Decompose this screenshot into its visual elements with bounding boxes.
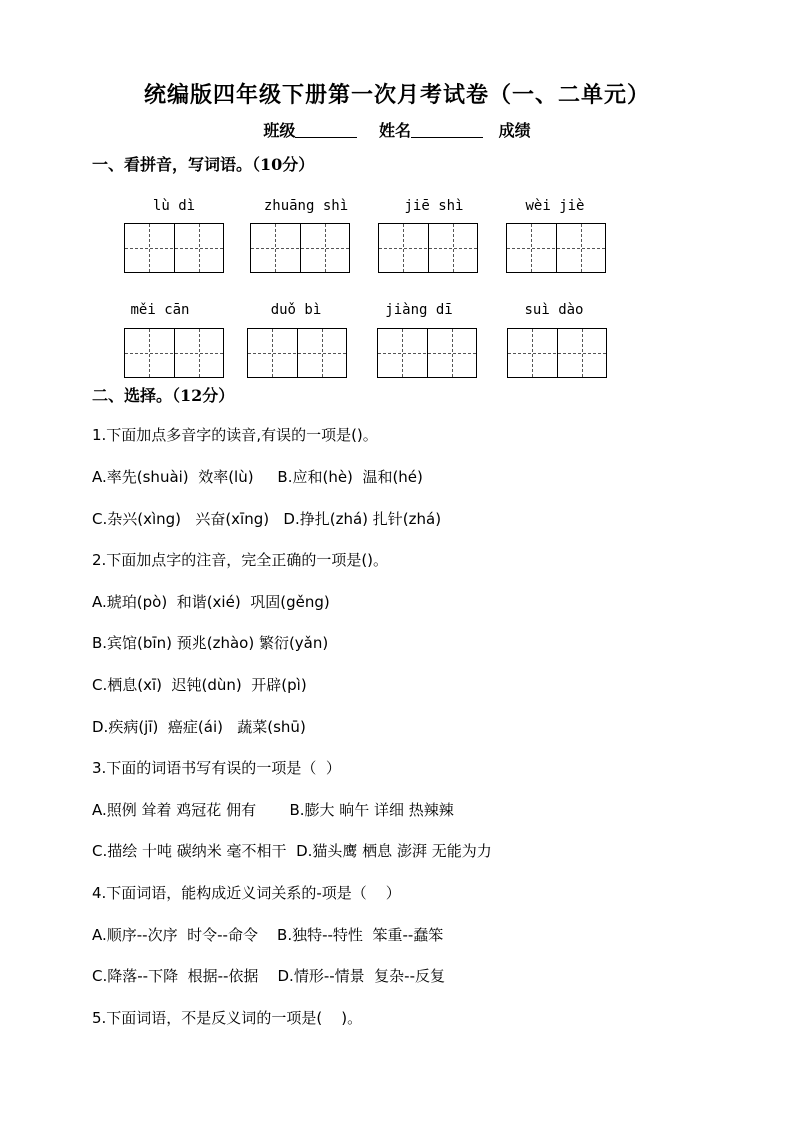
page-title: 统编版四年级下册第一次月考试卷（一、二单元） — [143, 82, 650, 108]
pinyin-label: jiē shì — [404, 198, 464, 214]
option-line: C.栖息(xī) 迟钝(dùn) 开辟(pì) — [92, 676, 307, 694]
pinyin-label: duǒ bì — [270, 302, 322, 318]
pinyin-label: lù dì — [152, 198, 196, 214]
writing-grid[interactable] — [507, 328, 607, 378]
score-label: 成绩 — [498, 121, 531, 140]
writing-grid[interactable] — [506, 223, 606, 273]
writing-grid[interactable] — [124, 328, 224, 378]
option-line: A.率先(shuài) 效率(lù) B.应和(hè) 温和(hé) — [92, 468, 423, 486]
writing-grid[interactable] — [378, 223, 478, 273]
name-label: 姓名 — [378, 121, 411, 140]
writing-grid[interactable] — [247, 328, 347, 378]
section2-heading: 二、选择。（12分） — [92, 386, 235, 405]
question-line: 3.下面的词语书写有误的一项是（ ） — [92, 759, 341, 777]
writing-grid[interactable] — [124, 223, 224, 273]
option-line: C.描绘 十吨 碳纳米 毫不相干 D.猫头鹰 栖息 澎湃 无能为力 — [92, 842, 492, 860]
question-line: 5.下面词语，不是反义词的一项是( )。 — [92, 1009, 363, 1027]
section1-heading: 一、看拼音，写词语。（10分） — [92, 155, 315, 174]
pinyin-label: zhuāng shì — [263, 198, 349, 214]
question-line: 1.下面加点多音字的读音,有误的一项是()。 — [92, 426, 378, 444]
option-line: C.杂兴(xìng) 兴奋(xīng) D.挣扎(zhá) 扎针(zhá) — [92, 510, 442, 528]
pinyin-label: wèi jiè — [525, 198, 585, 214]
option-line: C.降落--下降 根据--依据 D.情形--情景 复杂--反复 — [92, 967, 446, 985]
option-line: A.顺序--次序 时令--命令 B.独特--特性 笨重--蠢笨 — [92, 926, 444, 944]
question-line: 2.下面加点字的注音，完全正确的一项是()。 — [92, 551, 389, 569]
pinyin-label: měi cān — [130, 302, 190, 318]
question-line: 4.下面词语，能构成近义词关系的-项是（ ） — [92, 884, 401, 902]
class-label: 班级 — [263, 121, 296, 140]
name-blank[interactable] — [411, 121, 483, 138]
student-info-row — [0, 118, 794, 141]
option-line: A.琥珀(pò) 和谐(xié) 巩固(gěng) — [92, 593, 330, 611]
pinyin-label: suì dào — [524, 302, 584, 318]
writing-grid[interactable] — [377, 328, 477, 378]
class-blank[interactable] — [295, 121, 357, 138]
writing-grid[interactable] — [250, 223, 350, 273]
option-line: D.疾病(jī) 癌症(ái) 蔬菜(shū) — [92, 718, 306, 736]
pinyin-label: jiàng dī — [385, 302, 453, 318]
option-line: B.宾馆(bīn) 预兆(zhào) 繁衍(yǎn) — [92, 634, 329, 652]
option-line: A.照例 耸着 鸡冠花 佣有 B.膨大 晌午 详细 热辣辣 — [92, 801, 454, 819]
